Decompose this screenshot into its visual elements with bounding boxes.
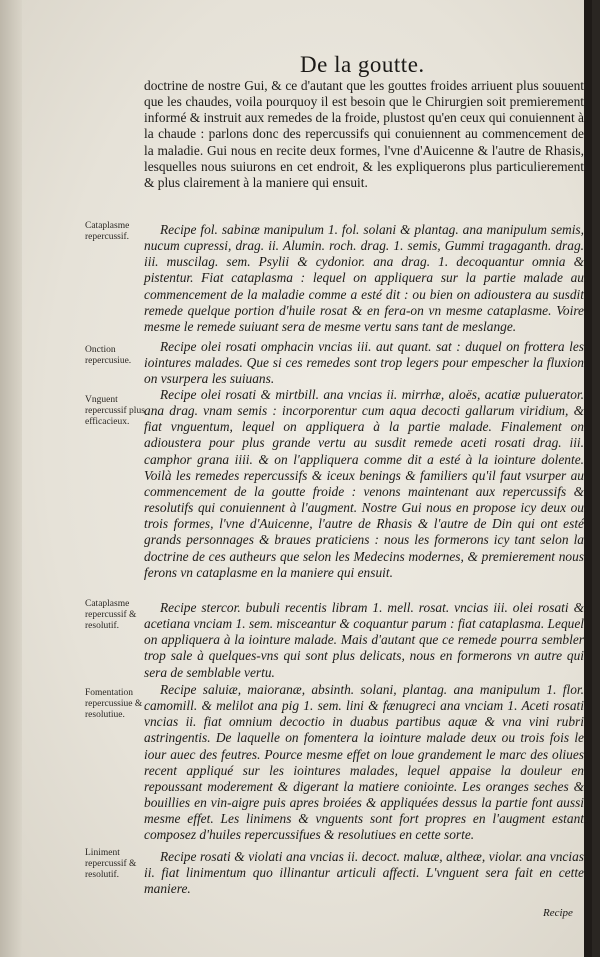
paragraph: doctrine de nostre Gui, & ce d'autant que les gouttes froides arriuent plus souuent que les chaudes, voila pourquoy il est besoin que le Chirurgien soit premierement informé & instruit aux remedes de la froide, plustost qu'en ceux qui conuiennent à la chaude : parlons donc des repercussifs qui conuiennent au commencement de la maladie. Gui nous en recite deux formes, l'vne d'Auicenne & l'autre de Rhasis, lesquelles nous suiurons en cet endroit, & les expliquerons plus particulierement & plus clairement à la maniere qui ensuit. — [144, 78, 584, 190]
paragraph: Recipe saluiæ, maioranæ, absinth. solani, plantag. ana manipulum 1. flor. camomill. & melilot ana pig 1. sem. lini & fænugreci ana vnciam 1. Aceti rosati vncias ii. fiat omnium decoctio in duabus partibus aquæ & vna vini rubri astringentis. De laquelle on fomentera la iointure malade deux ou trois fois le iour auec des feutres. Pource mesme effet on loue grandement le marc des oliues recent appliqué sur les iointures malades, lequel appaise la douleur en repoussant moderement & digerant la matiere coniointe. Les oranges seches & bouillies en vin-aigre puis apres broiées & appliquées dessus la partie font aussi mesme effet. Les linimens & vnguents sont fort propres en l'augment estant composez d'huiles repercussifues & resolutiues en cette sorte. — [144, 682, 584, 843]
main-text — [144, 78, 584, 897]
paragraph: Recipe olei rosati & mirtbill. ana vncias ii. mirrhæ, aloës, acatiæ puluerator. ana drag. vnam semis : incorporentur cum aqua decocti gallarum viridium, & fiat vnguentum, lequel on appliquera à la partie malade. Finalement on adioustera pour plus grande vertu au susdit remede aceti rosati drag. iii. camphor grana iiii. & on l'appliquera comme dit a esté à la iointure dolente. Voilà les remedes repercussifs & iceux benings & familiers qu'il faut vsurper au commencement de la goutte froide : venons maintenant aux repercussifs & resolutifs qui conuiennent à l'augment. Nostre Gui nous en propose icy deux ou trois formes, l'vne d'Auicenne, l'autre de Rhasis & l'autre de Din qui ont esté grands personnages & braues praticiens : nous les formerons icy tant selon la doctrine de ces autheurs que selon les Medecins modernes, & premierement nous ferons vn cataplasme en la maniere qui ensuit. — [144, 387, 584, 580]
paragraph: Recipe fol. sabinæ manipulum 1. fol. solani & plantag. ana manipulum semis, nucum cupressi, drag. ii. Alumin. roch. drag. 1. semis, Gummi tragaganth. drag. iii. muscilag. sem. Psylii & cydonior. ana drag. 1. decoquantur omnia & pistentur. Fiat cataplasma : lequel on appliquera sur la partie malade au commencement de la maladie comme a esté dit : ou bien on adioustera au susdit remede quelque portion d'huile rosat & en fera-on vn mesme cataplasme. Voire mesme le remede suiuant sera de mesme vertu sans tant de meslange. — [144, 222, 584, 334]
paragraph: Recipe rosati & violati ana vncias ii. decoct. maluæ, altheæ, violar. ana vncias ii. fiat linimentum quo illinantur articuli affecti. L'vnguent sera fait en cette maniere. — [144, 849, 584, 897]
margin-note: Vnguent repercussif plus efficacieux. — [85, 395, 145, 427]
margin-note: Liniment repercussif & resolutif. — [85, 848, 137, 880]
margin-note: Onction repercusiue. — [85, 345, 132, 366]
margin-note: Cataplasme repercussif. — [85, 221, 130, 242]
page-header: De la goutte. — [300, 52, 425, 77]
paragraph: Recipe olei rosati omphacin vncias iii. aut quant. sat : duquel on frottera les iointures malades. Que si ces remedes sont trop legers pour empescher la fluxion on vsurpera les suiuans. — [144, 339, 584, 387]
catchword: Recipe — [543, 907, 573, 919]
page-gutter — [0, 0, 22, 957]
paragraph: Recipe stercor. bubuli recentis libram 1. mell. rosat. vncias iii. olei rosati & acetiana vnciam 1. sem. misceantur & coquantur parum : fiat cataplasma. Lequel on appliquera à la iointure malade. Mais d'autant que ce remede pourra sembler trop sale à quelques-vns qui sont plus delicats, nous en formerons vn autre qui sera de semblable vertu. — [144, 600, 584, 680]
margin-note: Cataplasme repercussif & resolutif. — [85, 599, 137, 631]
page-edge — [584, 0, 592, 957]
margin-note: Fomentation repercussiue & resolutiue. — [85, 688, 143, 720]
